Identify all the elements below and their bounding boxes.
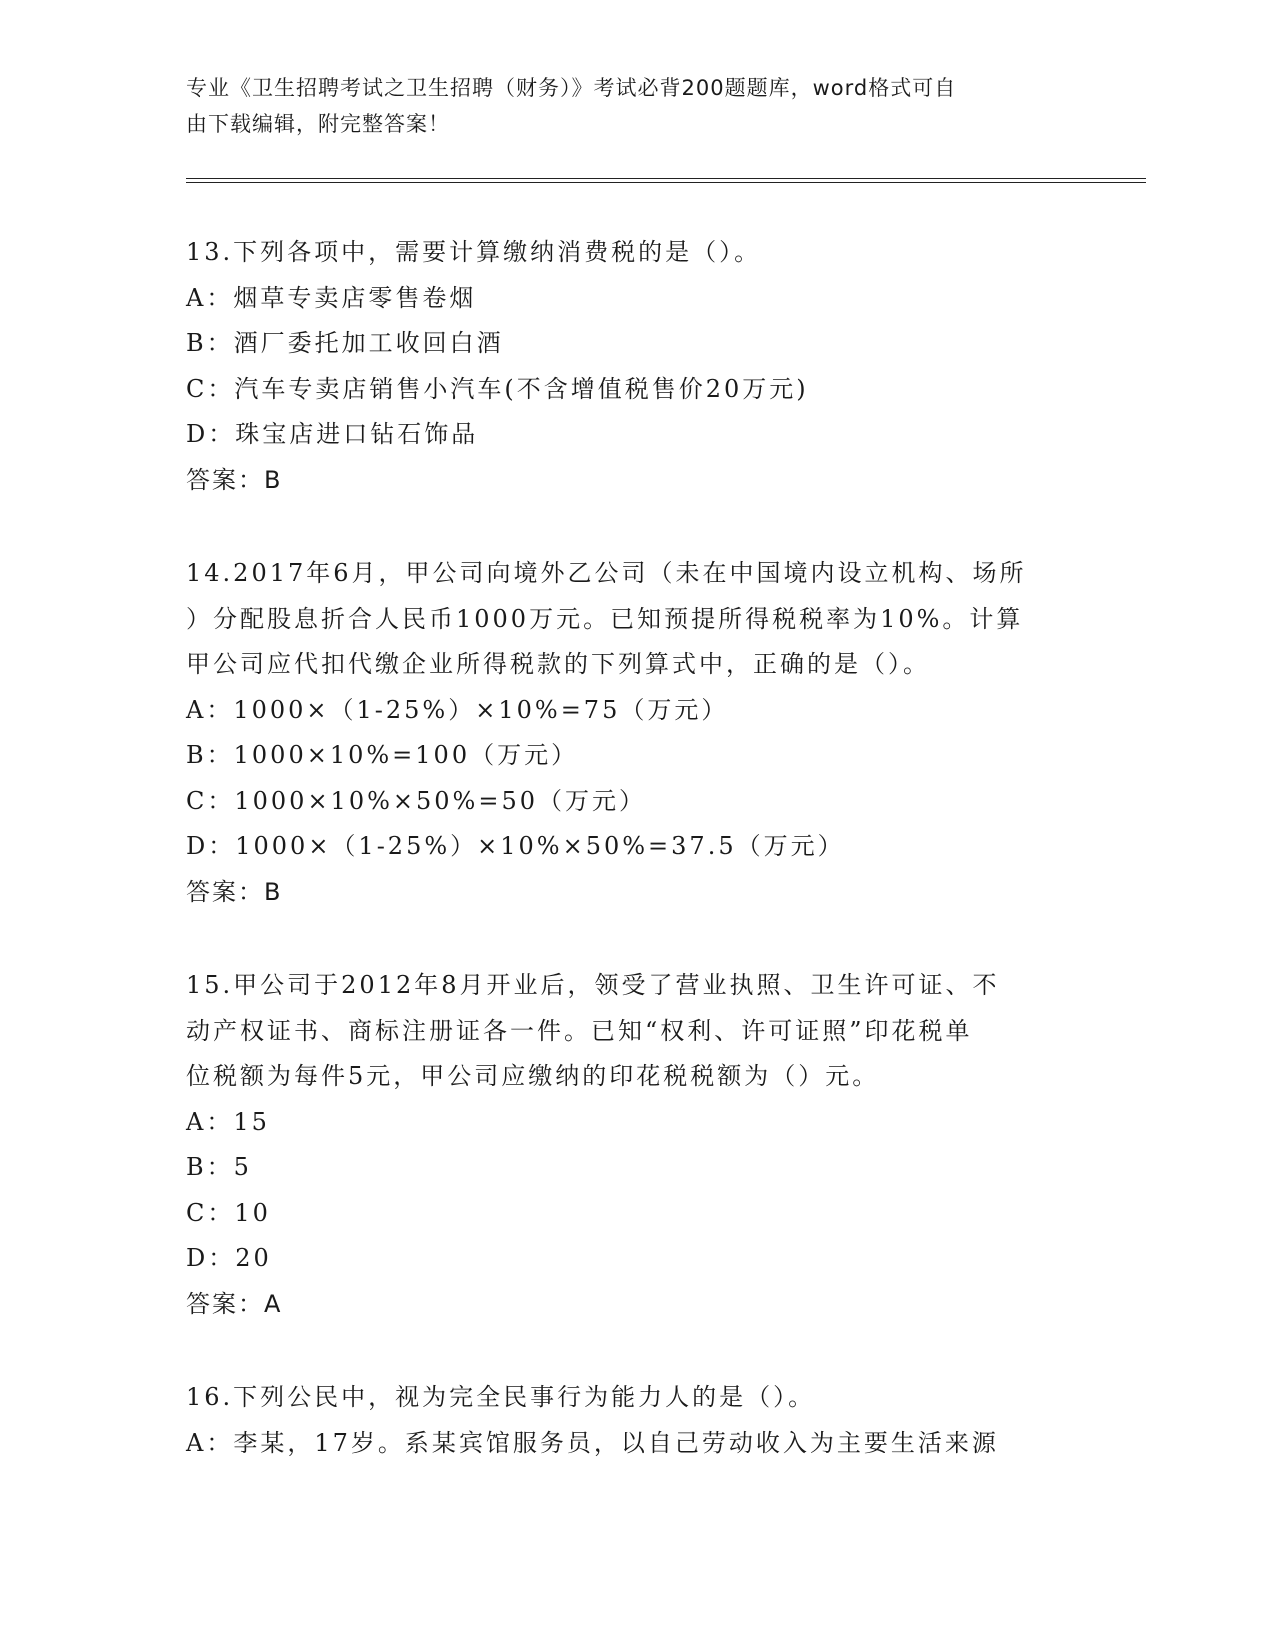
question-13 [186, 230, 1086, 503]
option-b: B：酒厂委托加工收回白酒 [186, 329, 504, 357]
option-c: C：1000×10%×50%=50（万元） [186, 786, 646, 815]
question-list [186, 230, 1086, 1466]
question-stem: ）分配股息折合人民币1000万元。已知预提所得税税率为10%。计算 [186, 604, 1024, 633]
option-d: D：1000×（1-25%）×10%×50%=37.5（万元） [186, 832, 845, 860]
option-b: B：5 [186, 1153, 252, 1181]
option-a: A：李某，17岁。系某宾馆服务员，以自己劳动收入为主要生活来源 [186, 1428, 999, 1457]
option-d: D：20 [186, 1244, 272, 1272]
header-divider-top [186, 178, 1146, 179]
question-stem: 14.2017年6月，甲公司向境外乙公司（未在中国境内设立机构、场所 [186, 559, 1027, 587]
question-stem: 13.下列各项中，需要计算缴纳消费税的是（）。 [186, 238, 762, 266]
answer-line: 答案：B [186, 877, 283, 906]
header-line-2: 由下载编辑，附完整答案！ [186, 112, 450, 136]
option-a: A：烟草专卖店零售卷烟 [186, 283, 477, 312]
question-stem: 16.下列公民中，视为完全民事行为能力人的是（）。 [186, 1383, 816, 1411]
header-divider-bottom [186, 182, 1146, 183]
document-header [186, 70, 1066, 142]
option-b: B：1000×10%=100（万元） [186, 741, 579, 769]
option-d: D：珠宝店进口钻石饰品 [186, 420, 479, 448]
option-c: C：10 [186, 1198, 271, 1227]
question-14 [186, 551, 1086, 915]
question-stem: 动产权证书、商标注册证各一件。已知“权利、许可证照”印花税单 [186, 1016, 973, 1045]
question-stem: 位税额为每件5元，甲公司应缴纳的印花税税额为（）元。 [186, 1062, 880, 1090]
answer-line: 答案：A [186, 1289, 283, 1318]
question-stem: 甲公司应代扣代缴企业所得税款的下列算式中，正确的是（）。 [186, 650, 930, 678]
option-c: C：汽车专卖店销售小汽车(不含增值税售价20万元) [186, 374, 809, 403]
header-line-1: 专业《卫生招聘考试之卫生招聘（财务）》考试必背200题题库，word格式可自 [186, 76, 957, 100]
question-15 [186, 963, 1086, 1327]
question-16 [186, 1375, 1086, 1466]
option-a: A：1000×（1-25%）×10%=75（万元） [186, 695, 729, 724]
option-a: A：15 [186, 1107, 270, 1136]
answer-line: 答案：B [186, 465, 283, 494]
question-stem: 15.甲公司于2012年8月开业后，领受了营业执照、卫生许可证、不 [186, 971, 1000, 999]
